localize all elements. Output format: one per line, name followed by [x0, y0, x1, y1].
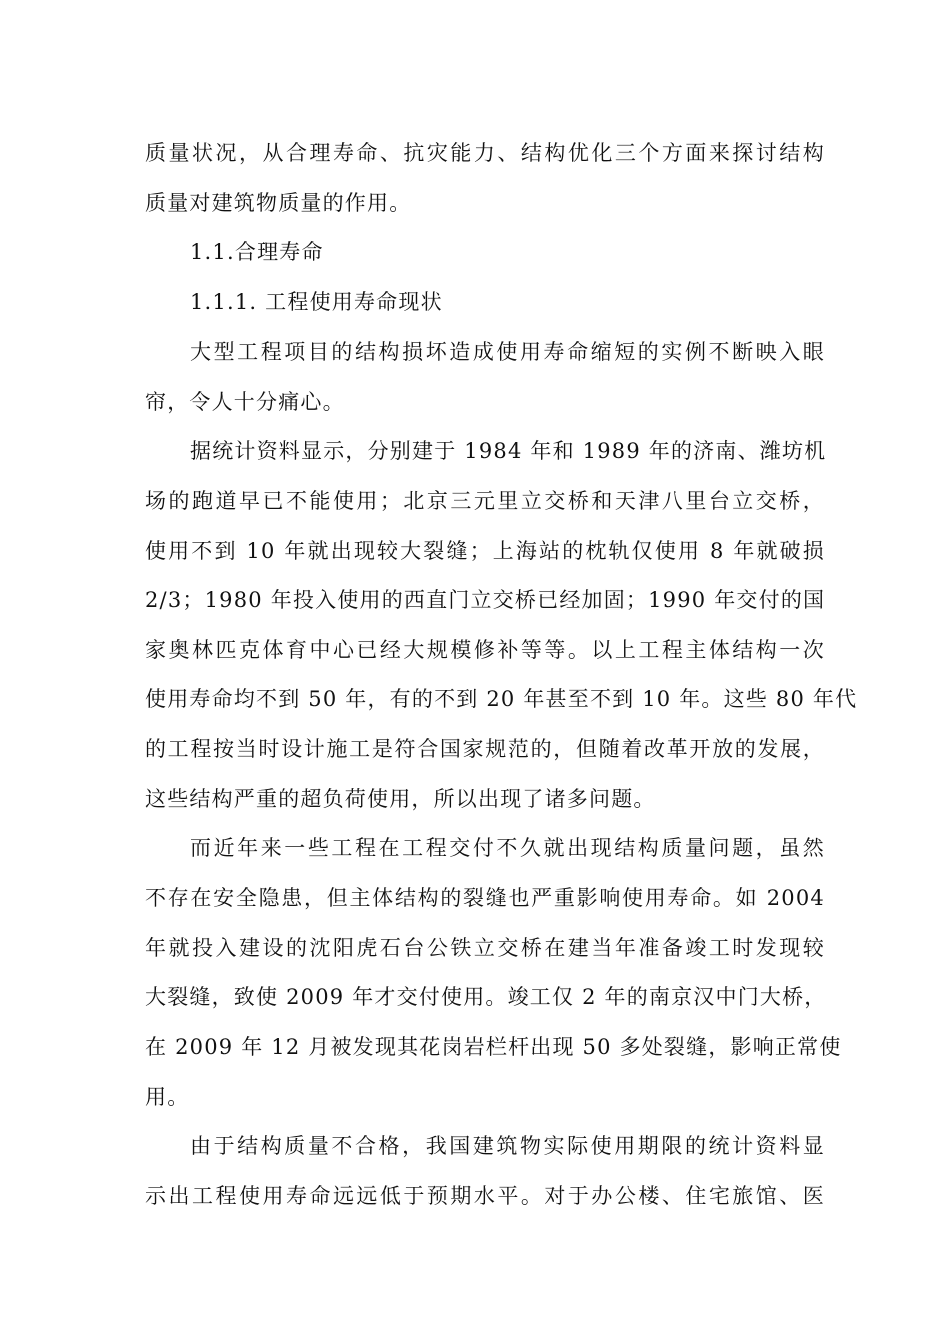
text-line: 示出工程使用寿命远远低于预期水平。对于办公楼、住宅旅馆、医 — [145, 1184, 825, 1208]
text-line: 不存在安全隐患，但主体结构的裂缝也严重影响使用寿命。如 2004 — [145, 886, 825, 910]
text-line: 质量对建筑物质量的作用。 — [145, 191, 412, 215]
text-line: 在 2009 年 12 月被发现其花岗岩栏杆出现 50 多处裂缝，影响正常使 — [145, 1035, 842, 1059]
text-line: 2/3；1980 年投入使用的西直门立交桥已经加固；1990 年交付的国 — [145, 588, 826, 612]
text-line: 而近年来一些工程在工程交付不久就出现结构质量问题，虽然 — [190, 836, 825, 860]
text-line: 帘，令人十分痛心。 — [145, 390, 345, 414]
text-line: 质量状况，从合理寿命、抗灾能力、结构优化三个方面来探讨结构 — [145, 141, 825, 165]
text-line: 家奥林匹克体育中心已经大规模修补等等。以上工程主体结构一次 — [145, 638, 825, 662]
text-line: 使用寿命均不到 50 年，有的不到 20 年甚至不到 10 年。这些 80 年代 — [145, 687, 858, 711]
text-line: 大型工程项目的结构损坏造成使用寿命缩短的实例不断映入眼 — [190, 340, 825, 364]
text-line: 据统计资料显示，分别建于 1984 年和 1989 年的济南、潍坊机 — [190, 439, 827, 463]
text-line: 场的跑道早已不能使用；北京三元里立交桥和天津八里台立交桥， — [145, 489, 825, 513]
text-line: 用。 — [145, 1085, 190, 1109]
text-line: 这些结构严重的超负荷使用，所以出现了诸多问题。 — [145, 787, 656, 811]
subsection-heading: 1.1.1. 工程使用寿命现状 — [190, 290, 443, 314]
text-line: 的工程按当时设计施工是符合国家规范的，但随着改革开放的发展， — [145, 737, 825, 761]
text-line: 年就投入建设的沈阳虎石台公铁立交桥在建当年准备竣工时发现较 — [145, 936, 825, 960]
text-line: 由于结构质量不合格，我国建筑物实际使用期限的统计资料显 — [190, 1134, 825, 1158]
section-heading: 1.1.合理寿命 — [190, 240, 324, 264]
text-line: 使用不到 10 年就出现较大裂缝；上海站的枕轨仅使用 8 年就破损 — [145, 539, 825, 563]
text-line: 大裂缝，致使 2009 年才交付使用。竣工仅 2 年的南京汉中门大桥， — [145, 985, 827, 1009]
